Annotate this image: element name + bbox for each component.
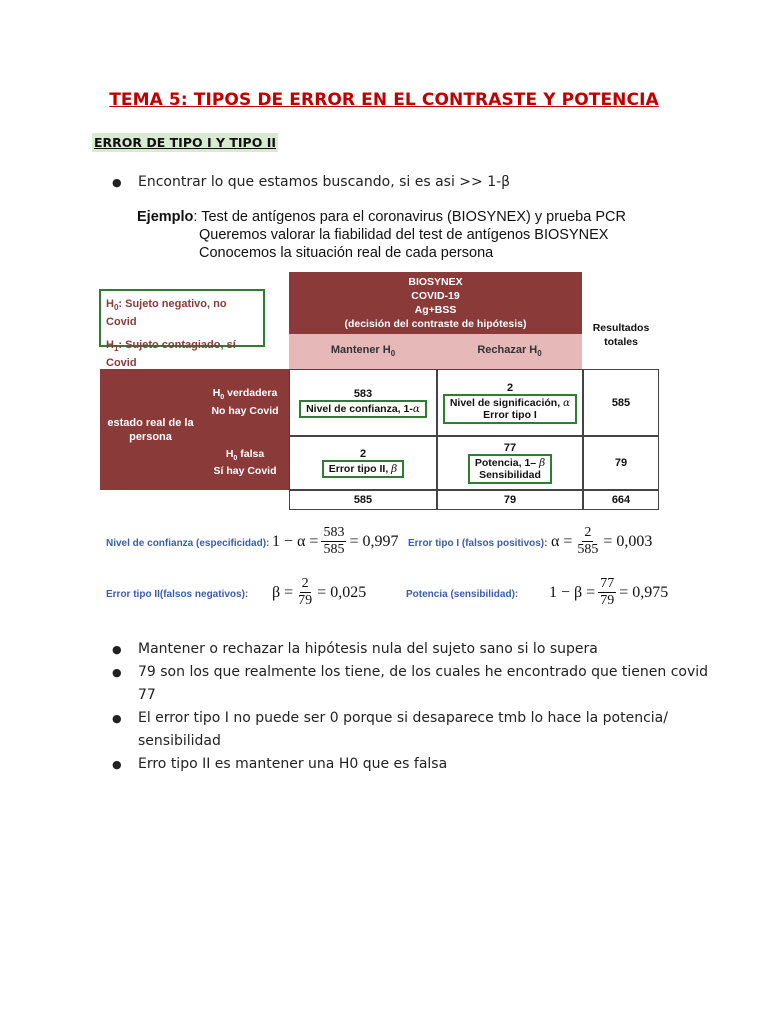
hypothesis-alt: $H_1$: Sujeto contagiado, sí Covid [106,339,236,370]
example-label: Ejemplo [137,209,194,225]
hypothesis-null: $H_0$: Sujeto negativo, no Covid [106,298,227,329]
cell-col2-total: 79 [437,490,583,510]
cell-false-positive: 2 Nivel de significación, α Error tipo I [437,369,583,436]
row-label-h0-false: $H_0$ falsa Sí hay Covid [201,436,289,490]
table-header-totals: Resultados totales [592,322,650,348]
section-heading: ERROR DE TIPO I Y TIPO II [94,135,277,150]
label-error-tipo-2: Error tipo II, β [322,460,405,478]
row-group-label: estado real de la persona [100,369,201,490]
list-item: ● Encontrar lo que estamos buscando, si es asi >> 1-β [112,171,712,194]
formula-error1: α = $\frac{2}{585}$ = 0,003 [551,525,653,557]
col-header-mantener: Mantener $H_0$ [289,334,437,369]
col-header-rechazar: Rechazar $H_0$ [437,334,582,369]
bullet-list-top [112,171,712,194]
formula-error2: β = $\frac{2}{79}$ = 0,025 [272,576,367,608]
formula-label-potencia: Potencia (sensibilidad): [406,589,519,600]
cell-row1-total: 585 [583,369,659,436]
cell-true-negative: 583 Nivel de confianza, 1-α [289,369,437,436]
hypotheses-box [99,289,265,370]
cell-row2-total: 79 [583,436,659,490]
formula-label-error2: Error tipo II(falsos negativos): [106,589,249,600]
page-title: TEMA 5: TIPOS DE ERROR EN EL CONTRASTE Y POTENCIA [109,90,659,110]
formula-label-confianza: Nivel de confianza (especificidad): [106,538,270,549]
bullet-list-notes [112,638,712,776]
list-item: ● 79 son los que realmente los tiene, de los cuales he encontrado que tienen covid 77 [112,661,712,707]
cell-col1-total: 585 [289,490,437,510]
label-nivel-significacion: Nivel de significación, α Error tipo I [443,394,577,424]
formula-confianza: 1 − α = $\frac{583}{585}$ = 0,997 [272,525,399,557]
example-line: Queremos valorar la fiabilidad del test de antígenos BIOSYNEX [199,227,609,243]
label-nivel-confianza: Nivel de confianza, 1-α [299,400,427,418]
cell-false-negative: 2 Error tipo II, β [289,436,437,490]
example-line: : Test de antígenos para el coronavirus (BIOSYNEX) y prueba PCR [193,209,626,225]
label-potencia: Potencia, 1– β Sensibilidad [468,454,552,484]
table-header-biosynex: BIOSYNEX COVID-19 Ag+BSS (decisión del contraste de hipótesis) [289,272,582,334]
example-line: Conocemos la situación real de cada persona [199,245,494,261]
list-item: ● Mantener o rechazar la hipótesis nula del sujeto sano si lo supera [112,638,712,661]
list-item: ● Erro tipo II es mantener una H0 que es falsa [112,753,712,776]
list-item: ● El error tipo I no puede ser 0 porque si desaparece tmb lo hace la potencia/ sensibilidad [112,707,712,753]
formula-potencia: 1 − β = $\frac{77}{79}$ = 0,975 [549,576,669,608]
example-block [137,208,626,262]
formula-label-error1: Error tipo I (falsos positivos): [408,538,548,549]
cell-grand-total: 664 [583,490,659,510]
row-label-h0-true: $H_0$ verdadera No hay Covid [201,369,289,436]
cell-true-positive: 77 Potencia, 1– β Sensibilidad [437,436,583,490]
